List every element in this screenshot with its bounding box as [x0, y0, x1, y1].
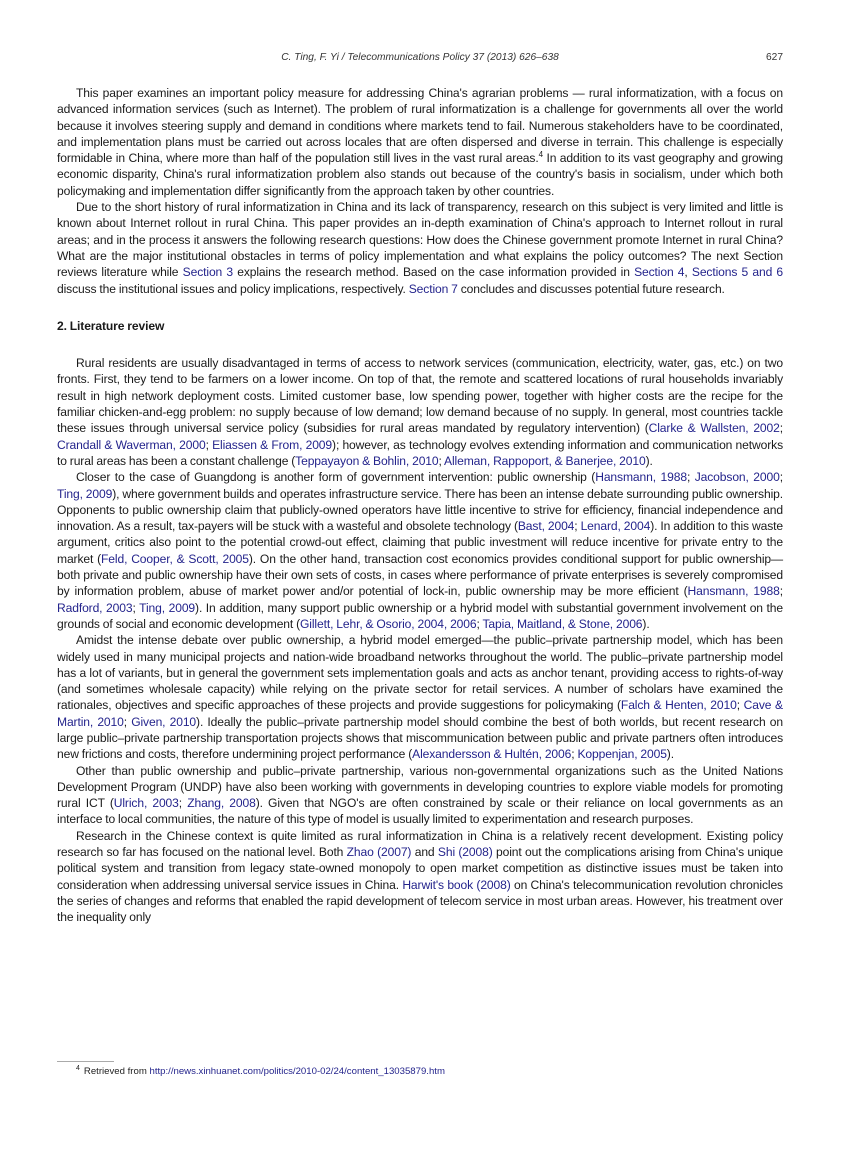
section-heading: 2. Literature review	[57, 318, 165, 333]
citation-link[interactable]: Crandall & Waverman, 2000	[57, 437, 206, 452]
citation-link[interactable]: Jacobson, 2000	[694, 470, 780, 485]
citation-link[interactable]: Tapia, Maitland, & Stone, 2006	[482, 616, 643, 631]
lit-paragraph-2: Closer to the case of Guangdong is another form of government intervention: public ownership (Hansmann, 1988; Jacobson, 2000; Ting, 2009), where government builds and operates infrastructure service. There has been an intense debate surrounding public ownership. Opponents to public ownership claim that publicly-owned operators have little incentive to strive for efficiency, financial independence and innovation. As a result, tax-payers will be stuck with a wasteful and obsolete technology (Bast, 2004; Lenard, 2004). In addition to this waste argument, critics also point to the potential crowd-out effect, claiming that public investment will reduce incentive for private entry to the market (Feld, Cooper, & Scott, 2005). On the other hand, transaction cost economics provides conditional support for public ownership—both private and public ownership have their own sets of costs, in cases where performance of private enterprises is severely compromised by information problem, abuse of market power and/or potential of lock-in, public ownership may be more efficient (Hansmann, 1988; Radford, 2003; Ting, 2009). In addition, many support public ownership or a hybrid model with substantial government involvement on the grounds of social and economic development (Gillett, Lehr, & Osorio, 2004, 2006; Tapia, Maitland, & Stone, 2006).	[57, 470, 784, 631]
article-body	[57, 85, 783, 926]
citation-link[interactable]: Zhang, 2008	[187, 796, 256, 811]
page-number: 627	[766, 52, 783, 63]
citation-link[interactable]: Alleman, Rappoport, & Banerjee, 2010	[444, 453, 646, 468]
citation-link[interactable]: Ulrich, 2003	[113, 796, 179, 811]
citation-link[interactable]: Feld, Cooper, & Scott, 2005	[101, 551, 249, 566]
citation-link[interactable]: Zhao (2007)	[346, 845, 412, 860]
lit-paragraph-3: Amidst the intense debate over public ownership, a hybrid model emerged—the public–private partnership model, which has been widely used in many municipal projects and nation-wide broadband networks throughout the world. The public–private partnership model has a lot of variants, but in general the government sets implementation goals and acts as anchor tenant, providing access to rights-of-way (and sometimes wholesale capacity) while relying on the private sector for retail services. A number of scholars have examined the rationales, objectives and specific approaches of these projects and provide suggestions for policymaking (Falch & Henten, 2010; Cave & Martin, 2010; Given, 2010). Ideally the public–private partnership model should combine the best of both worlds, but recent research on large public–private partnership transportation projects shows that miscommunication between public and private partners often introduces new frictions and costs, therefore undermining project performance (Alexandersson & Hultén, 2006; Koppenjan, 2005).	[57, 633, 784, 762]
lit-paragraph-1: Rural residents are usually disadvantaged in terms of access to network services (communication, electricity, water, gas, etc.) on two fronts. First, they tend to be farmers on a lower income. On top of that, the remote and scattered locations of rural households invariably result in high network deployment costs. Limited customer base, low spending power, together with higher costs are the recipe for the familiar chicken-and-egg problem: no supply because of low demand; low demand because of no supply. In general, most countries tackle these issues through universal service policy (subsidies for rural areas mandated by regulatory intervention) (Clarke & Wallsten, 2002; Crandall & Waverman, 2000; Eliassen & From, 2009); however, as technology evolves extending information and communication networks to rural areas has been a constant challenge (Teppayayon & Bohlin, 2010; Alleman, Rappoport, & Banerjee, 2010).	[57, 356, 783, 468]
citation-link[interactable]: Radford, 2003	[57, 600, 133, 615]
citation-link[interactable]: Ting, 2009	[57, 486, 113, 501]
citation-link[interactable]: Hansmann, 1988	[687, 584, 780, 599]
citation-link[interactable]: Gillett, Lehr, & Osorio, 2004, 2006	[300, 616, 477, 631]
section-link[interactable]: Section 3	[182, 265, 233, 280]
intro-paragraph-2: Due to the short history of rural informatization in China and its lack of transparency, research on this subject is very limited and little is known about Internet rollout in rural China. This paper provides an in-depth examination of China's approach to Internet rollout in rural areas; and in the process it answers the following research questions: How does the Chinese government promote Internet in rural China? What are the major institutional obstacles in terms of policy implementation and what explains the policy outcomes? The next Section reviews literature while Section 3 explains the research method. Based on the case information provided in Section 4, Sections 5 and 6 discuss the institutional issues and policy implications, respectively. Section 7 concludes and discusses potential future research.	[57, 200, 784, 296]
footnote-divider	[57, 1061, 114, 1062]
citation-link[interactable]: Alexandersson & Hultén, 2006	[412, 747, 572, 762]
citation-link[interactable]: Shi (2008)	[437, 845, 493, 860]
footnote-reference[interactable]: 4	[538, 150, 543, 160]
citation-link[interactable]: Clarke & Wallsten, 2002	[648, 421, 780, 436]
citation-link[interactable]: Teppayayon & Bohlin, 2010	[295, 453, 439, 468]
footnote-marker: 4	[76, 1065, 80, 1072]
intro-paragraph-1: This paper examines an important policy measure for addressing China's agrarian problems — rural informatization, with a focus on advanced information services (such as Internet). The problem of rural informatization is a challenge for governments all over the world because it involves steering supply and demand in conditions where markets tend to fail. Numerous stakeholders have to be coordinated, and implementation plans must be carried out across locales that are often dispersed and diverse in terrain. This challenge is especially formidable in China, where more than half of the population still lives in the vast rural areas.$^4$ In addition to its vast geography and growing economic disparity, China's rural informatization problem also stands out because of the country's basis in socialism, under which both policymaking and implementation differ significantly from the approach taken by other countries.	[57, 86, 783, 198]
section-link[interactable]: Section 4	[634, 265, 685, 280]
footnote-url-link[interactable]: http://news.xinhuanet.com/politics/2010-02/24/content_13035879.htm	[149, 1066, 445, 1078]
citation-link[interactable]: Given, 2010	[131, 714, 197, 729]
lit-paragraph-4: Other than public ownership and public–private partnership, various non-governmental organizations such as the United Nations Development Program (UNDP) have also been working with governments in developing countries to explore viable models for promoting rural ICT (Ulrich, 2003; Zhang, 2008). Given that NGO's are often constrained by scale or their reliance on local governments as an interface to local communities, the nature of this type of model is usually limited to experimentation and research purposes.	[57, 763, 784, 827]
lit-paragraph-5: Research in the Chinese context is quite limited as rural informatization in China is a relatively recent development. Existing policy research so far has focused on the national level. Both Zhao (2007) and Shi (2008) point out the complications arising from China's unique political system and transition from legacy state-owned monopoly to open market competition as distinctive issues must be taken into consideration when addressing universal service issues in China. Harwit's book (2008) on China's telecommunication revolution chronicles the series of changes and reforms that enabled the rapid development of telecom service in most urban areas. However, his treatment over the inequality only	[57, 828, 783, 925]
section-link[interactable]: Section 7	[408, 281, 458, 296]
citation-link[interactable]: Koppenjan, 2005	[577, 747, 667, 762]
citation-link[interactable]: Harwit's book (2008)	[402, 877, 511, 892]
running-header	[57, 52, 783, 68]
citation-link[interactable]: Falch & Henten, 2010	[620, 698, 737, 713]
citation-link[interactable]: Lenard, 2004	[580, 519, 651, 534]
section-link[interactable]: Sections 5 and 6	[691, 265, 784, 280]
citation-link[interactable]: Ting, 2009	[139, 600, 196, 615]
footnote	[76, 1065, 445, 1077]
citation-link[interactable]: Cave & Martin, 2010	[57, 698, 784, 729]
footnote-text: Retrieved from	[83, 1066, 150, 1078]
citation-link[interactable]: Bast, 2004	[517, 519, 575, 534]
citation-link[interactable]: Eliassen & From, 2009	[212, 437, 333, 452]
running-title: C. Ting, F. Yi / Telecommunications Policy 37 (2013) 626–638	[281, 52, 559, 63]
citation-link[interactable]: Hansmann, 1988	[595, 470, 687, 485]
